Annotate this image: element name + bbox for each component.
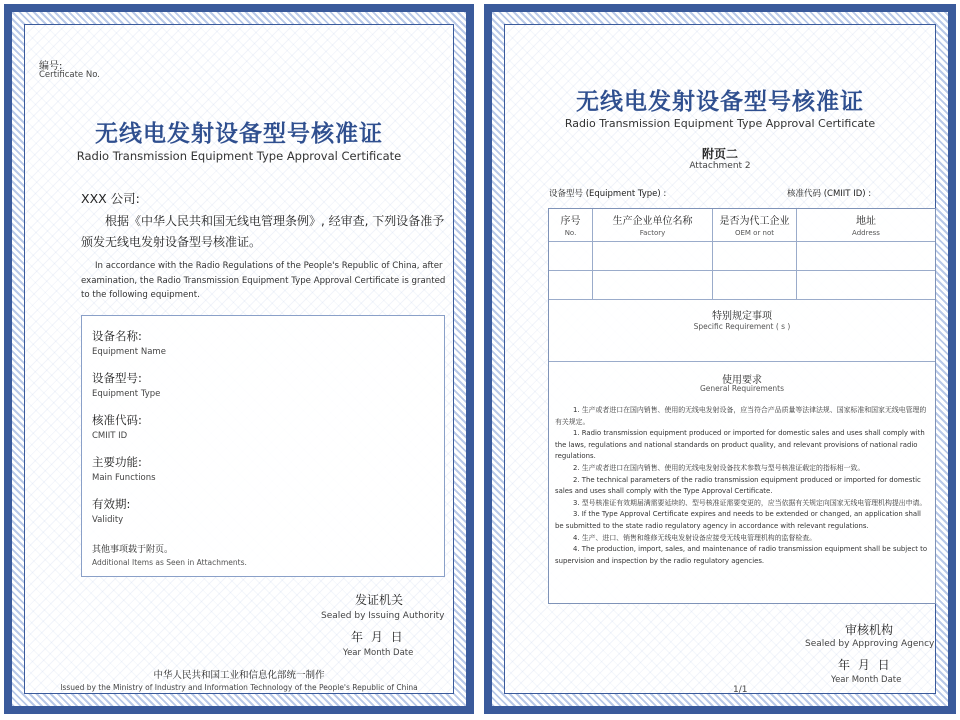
issuer-footer: 中华人民共和国工业和信息化部统一制作 <box>153 670 325 681</box>
date-label: 年 月 日 <box>351 630 405 644</box>
table-cell <box>713 270 797 299</box>
factory-table <box>548 208 936 604</box>
general-requirements-heading-en: General Requirements <box>699 384 785 393</box>
table-row <box>549 270 935 300</box>
requirements-list <box>555 405 931 567</box>
requirement-item: 1. Radio transmission equipment produced or imported for domestic sales and uses shall comply with the laws, regulations and national standards on product quality, and relevant provisions of national radio regulations. <box>555 429 925 461</box>
approving-agency-label: 审核机构 <box>845 623 894 637</box>
header-label: 生产企业单位名称 <box>612 216 693 227</box>
issuer-footer-en: Issued by the Ministry of Industry and Information Technology of the People's Republic of China <box>60 683 418 692</box>
approval-statement: 根据《中华人民共和国无线电管理条例》, 经审查, 下列设备准予颁发无线电发射设备型号核准证。 <box>81 214 445 249</box>
field-label-en: Equipment Name <box>92 347 166 357</box>
header-label-en: Factory <box>639 229 666 237</box>
table-cell <box>549 241 593 270</box>
requirement-item: 4. The production, import, sales, and maintenance of radio transmission equipment shall be subject to supervision and inspection by the radio regulatory agencies. <box>555 545 928 565</box>
table-cell <box>549 270 593 299</box>
field-label-en: Validity <box>92 515 124 525</box>
certificate-title: 无线电发射设备型号核准证 <box>95 121 383 147</box>
cmiit-id-label: 核准代码 (CMIIT ID) : <box>787 189 872 199</box>
equipment-fields-box <box>81 315 445 577</box>
certificate-body <box>24 24 454 694</box>
attachment-heading: 附页二 <box>701 147 738 161</box>
requirement-item: 4. 生产、进口、销售和维修无线电发射设备应接受无线电管理机构的监督检查。 <box>573 533 817 542</box>
certificate-page <box>4 4 474 714</box>
attachment-note-en: Additional Items as Seen in Attachments. <box>92 558 247 567</box>
equipment-type-field <box>92 370 160 399</box>
approval-statement-en: In accordance with the Radio Regulations of the People's Republic of China, after examination, the Radio Transmission Equipment Type Approval Certificate is granted to the following equipment. <box>81 261 446 300</box>
date-label: 年 月 日 <box>838 658 892 672</box>
table-cell <box>593 270 713 299</box>
date-label-en: Year Month Date <box>343 648 414 658</box>
header-label: 地址 <box>856 216 876 227</box>
attachment-note: 其他事项载于附页。 <box>92 545 174 555</box>
equipment-name-field <box>92 328 166 357</box>
certificate-number-label: 编号: <box>39 61 63 72</box>
main-functions-field <box>92 454 156 483</box>
section-divider <box>549 361 935 362</box>
certificate-title-en: Radio Transmission Equipment Type Approval Certificate <box>564 117 876 130</box>
requirement-item: 2. The technical parameters of the radio transmission equipment produced or imported for domestic sales and uses shall comply with the Type Approval Certificate. <box>555 475 921 496</box>
attachment-page <box>484 4 956 714</box>
certificate-title-en: Radio Transmission Equipment Type Approval Certificate <box>76 149 402 163</box>
attachment-body <box>504 24 936 694</box>
table-header <box>549 209 935 242</box>
requirement-item: 3. If the Type Approval Certificate expires and needs to be extended or changed, an application shall be submitted to the state radio regulatory agency in accordance with relevant regulations. <box>555 510 921 530</box>
header-label-en: Address <box>852 229 880 237</box>
page-number: 1/1 <box>733 685 748 695</box>
approving-agency-label-en: Sealed by Approving Agency <box>805 639 935 649</box>
column-header-factory <box>593 209 713 241</box>
field-label: 设备型号: <box>92 371 142 385</box>
field-label: 有效期: <box>92 497 131 511</box>
requirement-item: 3. 型号核准证有效期届满需要延续的、型号核准证需要变更的，应当依据有关规定向国家无线电管理机构提出申请。 <box>573 498 927 507</box>
specific-requirements-heading: 特别规定事项 <box>712 311 772 322</box>
header-label-en: No. <box>564 229 577 237</box>
requirement-item: 2. 生产或者进口在国内销售、使用的无线电发射设备技术参数与型号核准证载定的指标相一致。 <box>573 463 865 472</box>
field-label: 主要功能: <box>92 455 142 469</box>
field-label: 设备名称: <box>92 329 142 343</box>
column-header-oem <box>713 209 797 241</box>
header-label-en: OEM or not <box>734 229 775 237</box>
cmiit-id-field <box>92 412 142 441</box>
requirement-item: 1. 生产或者进口在国内销售、使用的无线电发射设备，应当符合产品质量等法律法规、国家标准和国家无线电管理的有关规定。 <box>555 406 927 426</box>
validity-field <box>92 496 130 525</box>
issuing-authority-label: 发证机关 <box>355 593 404 607</box>
issuing-authority-label-en: Sealed by Issuing Authority <box>321 611 445 621</box>
field-label: 核准代码: <box>92 413 142 427</box>
field-label-en: Main Functions <box>92 473 156 483</box>
general-requirements-heading: 使用要求 <box>722 375 762 386</box>
attachment-heading-en: Attachment 2 <box>689 161 751 171</box>
specific-requirements-heading-en: Specific Requirement ( s ) <box>693 322 791 331</box>
header-label: 是否为代工企业 <box>719 216 790 227</box>
table-cell <box>713 241 797 270</box>
equipment-type-label: 设备型号 (Equipment Type) : <box>549 189 667 199</box>
header-label: 序号 <box>560 216 581 227</box>
column-header-no <box>549 209 593 241</box>
field-label-en: CMIIT ID <box>92 431 128 441</box>
field-label-en: Equipment Type <box>92 389 161 399</box>
certificate-number-label-en: Certificate No. <box>39 70 100 80</box>
table-row <box>549 241 935 271</box>
company-name: XXX 公司: <box>81 191 140 206</box>
certificate-title: 无线电发射设备型号核准证 <box>576 89 864 115</box>
column-header-address <box>797 209 935 241</box>
date-label-en: Year Month Date <box>831 675 902 685</box>
table-cell <box>593 241 713 270</box>
